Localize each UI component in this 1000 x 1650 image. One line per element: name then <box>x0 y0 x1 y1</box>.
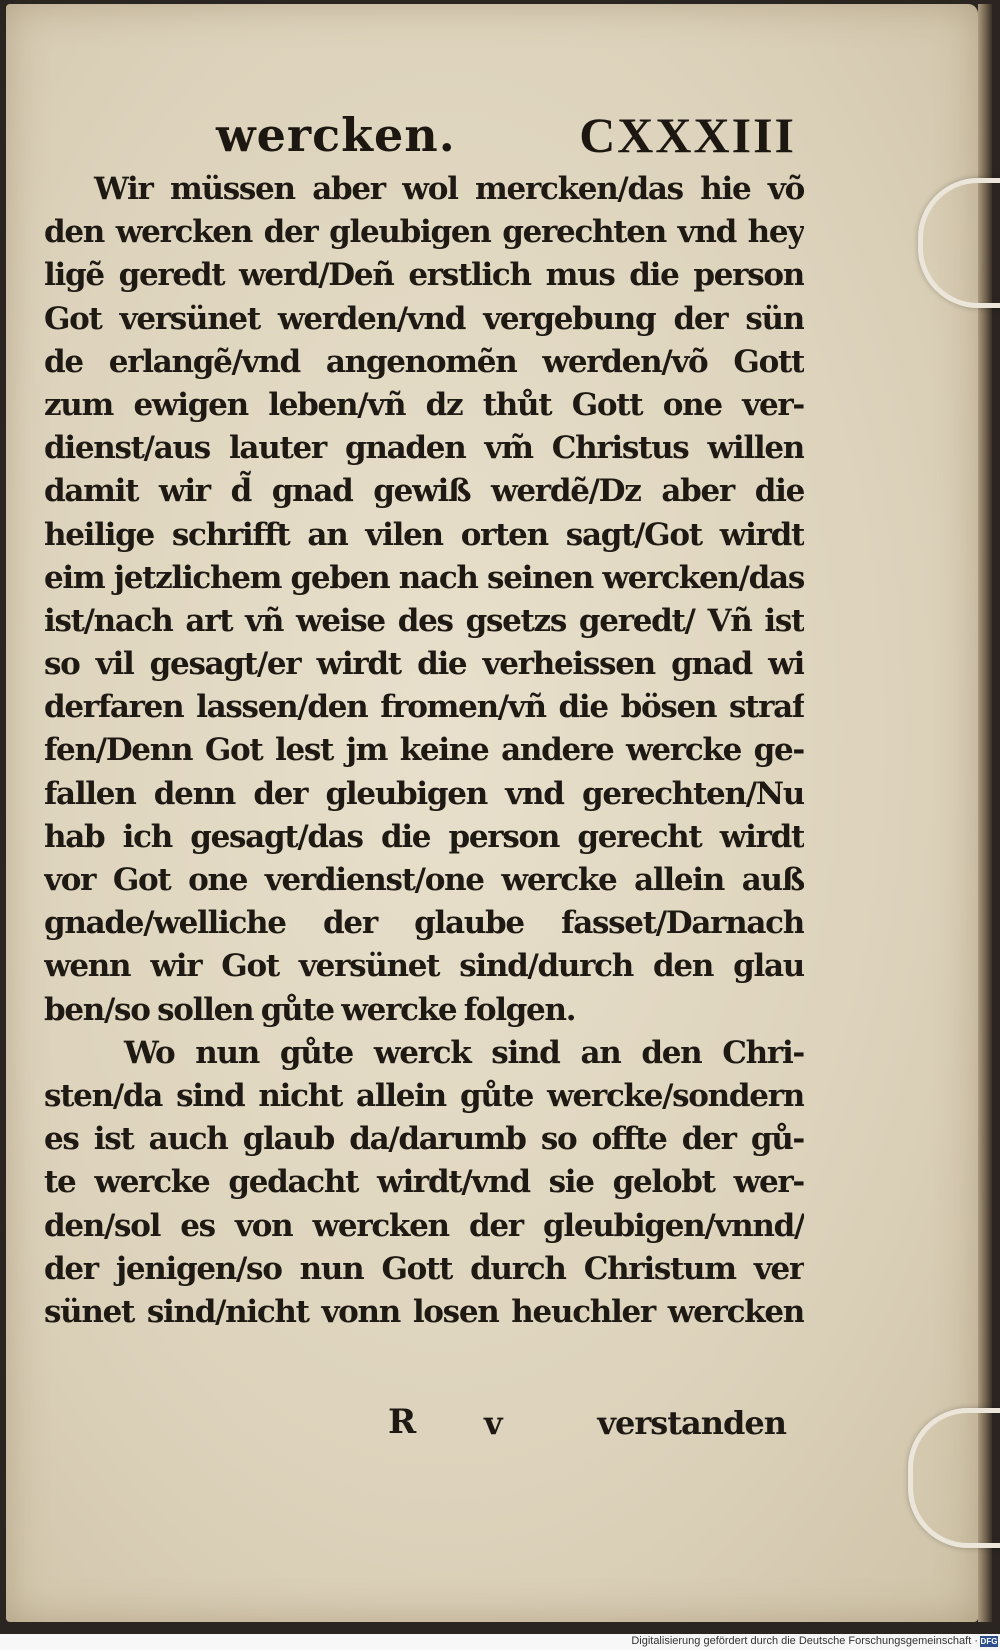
text-line: Wir müssen aber wol mercken/das hie võ <box>94 171 804 207</box>
text-line: es ist auch glaub da/darumb so offte der gů- <box>44 1121 804 1158</box>
text-line: vor Got one verdienst/one wercke allein auß <box>44 862 804 898</box>
text-line: so vil gesagt/er wirdt die verheissen gnad wi <box>44 646 804 683</box>
clasp-bottom <box>908 1408 1000 1548</box>
text-line: gnade/welliche der glaube fasset/Darnach <box>44 905 804 942</box>
credit-bar <box>0 1634 1000 1650</box>
text-line: te wercke gedacht wirdt/vnd sie gelobt wer- <box>44 1164 804 1201</box>
text-line: wenn wir Got versünet sind/durch den glau <box>44 948 804 985</box>
text-line: dienst/aus lauter gnaden vm̃ Christus willen <box>44 430 804 467</box>
text-line: sten/da sind nicht allein gůte wercke/sondern <box>44 1077 804 1114</box>
text-line: derfaren lassen/den fromen/vñ die bösen straf <box>44 689 804 726</box>
text-line: sünet sind/nicht vonn losen heuchler wercken <box>44 1293 804 1330</box>
text-line: fen/Denn Got lest jm keine andere wercke ge- <box>44 732 804 769</box>
text-line: hab ich gesagt/das die person gerecht wirdt <box>44 818 804 855</box>
text-line: Got versünet werden/vnd vergebung der sün <box>44 300 804 337</box>
signature-number: v <box>484 1404 503 1442</box>
folio-number: CXXXIII <box>579 107 796 163</box>
running-head: wercken. <box>216 108 456 162</box>
text-line: damit wir d̃ gnad gewiß werdẽ/Dz aber die <box>44 473 804 510</box>
catchword: verstanden <box>597 1404 786 1442</box>
text-line: eim jetzlichem geben nach seinen wercken/das <box>44 559 804 596</box>
book-page <box>6 4 978 1622</box>
text-line: Wo nun gůte werck sind an den Chri- <box>124 1034 804 1071</box>
credit-text: Digitalisierung gefördert durch die Deutsche Forschungsgemeinschaft · <box>631 1635 978 1647</box>
body-text <box>44 168 804 1334</box>
text-line: ben/so sollen gůte wercke folgen. <box>44 991 576 1028</box>
text-line: ligẽ geredt werd/Deñ erstlich mus die person <box>44 257 804 294</box>
text-line: der jenigen/so nun Gott durch Christum ver <box>44 1250 804 1287</box>
text-line: ist/nach art vñ weise des gsetzs geredt/ Vñ ist <box>44 602 804 639</box>
text-line: zum ewigen leben/vñ dz thůt Gott one ver- <box>44 386 804 423</box>
signature-mark: R <box>388 1402 417 1442</box>
dfg-logo-icon: DFG <box>980 1637 998 1646</box>
text-line: den/sol es von wercken der gleubigen/vnnd/ <box>44 1207 804 1244</box>
page-footer <box>376 1402 786 1452</box>
text-line: den wercken der gleubigen gerechten vnd hey <box>44 214 804 251</box>
page-header <box>206 100 796 170</box>
text-line: heilige schrifft an vilen orten sagt/Got wirdt <box>44 516 804 553</box>
text-line: fallen denn der gleubigen vnd gerechten/Nu <box>44 775 804 812</box>
text-line: de erlangẽ/vnd angenomẽn werden/võ Gott <box>44 343 804 380</box>
